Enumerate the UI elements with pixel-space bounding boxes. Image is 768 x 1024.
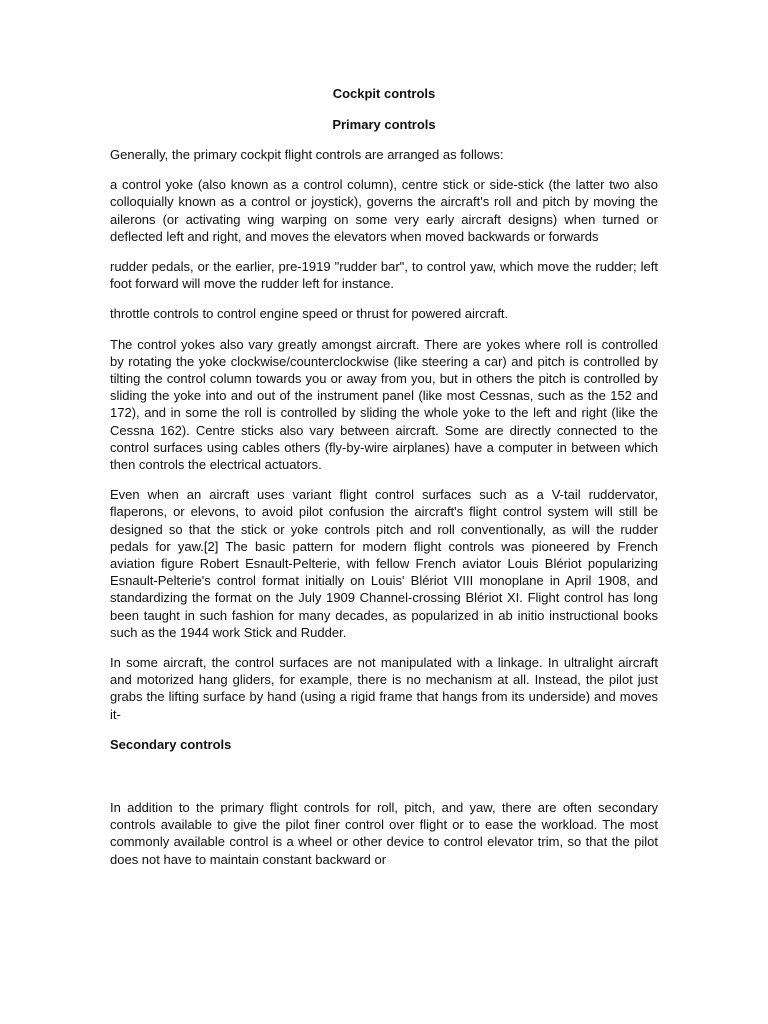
section-title-primary-controls: Primary controls <box>332 117 436 132</box>
paragraph-variant-surfaces: Even when an aircraft uses variant flight control surfaces such as a V-tail ruddervator, flaperons, or elevons, to avoid pilot confusion the aircraft's flight control system will still be designed so that the stick or yoke controls pitch and roll conventionally, as will the rudder pedals for yaw.[2] The basic pattern for modern flight controls was pioneered by French aviation figure Robert Esnault-Pelterie, with fellow French aviator Louis Blériot popularizing Esnault-Pelterie's control format initially on Louis' Blériot VIII monoplane in April 1908, and standardizing the format on the July 1909 Channel-crossing Blériot XI. Flight control has long been taught in such fashion for many decades, as popularized in ab initio instructional books such as the 1944 work Stick and Rudder. <box>110 487 658 640</box>
document-title: Cockpit controls <box>332 86 436 101</box>
paragraph-yokes-vary: The control yokes also vary greatly amongst aircraft. There are yokes where roll is controlled by rotating the yoke clockwise/counterclockwise (like steering a car) and pitch is controlled by tilting the control column towards you or away from you, but in others the pitch is controlled by sliding the yoke into and out of the instrument panel (like most Cessnas, such as the 152 and 172), and in some the roll is controlled by sliding the whole yoke to the left and right (like the Cessna 162). Centre sticks also vary between aircraft. Some are directly connected to the control surfaces using cables others (fly-by-wire airplanes) have a computer in between which then controls the electrical actuators. <box>110 336 658 473</box>
section-title-secondary-controls: Secondary controls <box>110 736 232 752</box>
paragraph-ultralight: In some aircraft, the control surfaces are not manipulated with a linkage. In ultralight aircraft and motorized hang gliders, for example, there is no mechanism at all. Instead, the pilot just grabs the lifting surface by hand (using a rigid frame that hangs from its underside) and moves it- <box>110 655 658 722</box>
paragraph-rudder-pedals: rudder pedals, or the earlier, pre-1919 "rudder bar", to control yaw, which move the rudder; left foot forward will move the rudder left for instance. <box>110 259 658 292</box>
paragraph-secondary: In addition to the primary flight controls for roll, pitch, and yaw, there are often secondary controls available to give the pilot finer control over flight or to ease the workload. The most commonly available control is a wheel or other device to control elevator trim, so that the pilot does not have to maintain constant backward or <box>110 799 658 867</box>
document-body <box>110 146 658 881</box>
paragraph-throttle: throttle controls to control engine speed or thrust for powered aircraft. <box>110 306 509 322</box>
paragraph-control-yoke: a control yoke (also known as a control column), centre stick or side-stick (the latter two also colloquially known as a control or joystick), governs the aircraft's roll and pitch by moving the ailerons (or activating wing warping on some very early aircraft designs) when turned or deflected left and right, and moves the elevators when moved backwards or forwards <box>110 177 658 244</box>
paragraph-intro: Generally, the primary cockpit flight controls are arranged as follows: <box>110 147 504 162</box>
